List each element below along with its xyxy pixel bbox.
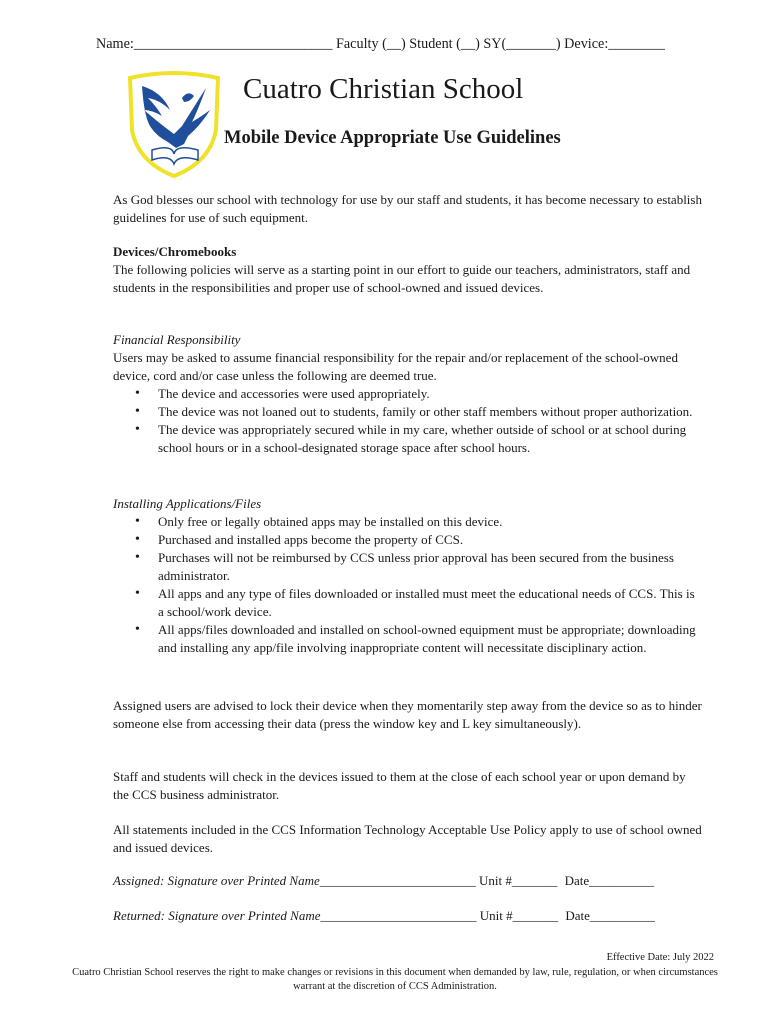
- footer-disclaimer: Cuatro Christian School reserves the right to make changes or revisions in this document when demanded by law, rule, regulation, or when circumstances warrant at the discretion of CCS Administration.: [72, 967, 718, 992]
- assigned-date-field[interactable]: Date__________: [564, 873, 655, 888]
- list-item: • The device was appropriately secured while in my care, whether outside of school or at school during school hours or in a school-designated storage space after school hours.: [158, 421, 703, 457]
- intro-paragraph: As God blesses our school with technology for use by our staff and students, it has become necessary to establish guidelines for use of such equipment.: [113, 192, 702, 225]
- effective-date: Effective Date: July 2022: [606, 952, 714, 963]
- list-item: • The device and accessories were used appropriately.: [158, 385, 703, 403]
- checkin-paragraph: Staff and students will check in the devices issued to them at the close of each school year or upon demand by the CCS business administrator.: [113, 769, 686, 802]
- assigned-signature-line[interactable]: [113, 873, 654, 889]
- returned-signature-label: Returned: Signature over Printed Name________________________: [113, 908, 477, 923]
- financial-heading: Financial Responsibility: [113, 332, 241, 347]
- returned-date-field[interactable]: Date__________: [565, 908, 655, 923]
- assigned-unit-field[interactable]: Unit #_______: [479, 873, 558, 888]
- devices-heading: Devices/Chromebooks: [113, 244, 237, 259]
- list-item: • Only free or legally obtained apps may be installed on this device.: [158, 513, 703, 531]
- form-header-line: Name:____________________________ Faculty (__) Student (__) SY(_______) Device:________: [96, 36, 666, 52]
- returned-signature-line[interactable]: [113, 908, 655, 924]
- assigned-signature-label: Assigned: Signature over Printed Name________________________: [113, 873, 476, 888]
- list-item: • Purchases will not be reimbursed by CCS unless prior approval has been secured from the business administrator.: [158, 549, 703, 585]
- returned-unit-field[interactable]: Unit #_______: [479, 908, 559, 923]
- eagle-crest-logo: [122, 70, 224, 180]
- document-title: Mobile Device Appropriate Use Guidelines: [224, 128, 561, 148]
- financial-text: Users may be asked to assume financial responsibility for the repair and/or replacement of the school-owned device, cord and/or case unless the following are deemed true.: [113, 350, 678, 383]
- financial-list: [113, 385, 703, 457]
- financial-section: [113, 331, 703, 457]
- lock-paragraph: Assigned users are advised to lock their device when they momentarily step away from the device so as to hinder someone else from accessing their data (press the window key and L key simultaneously).: [113, 698, 702, 731]
- devices-text: The following policies will serve as a starting point in our effort to guide our teachers, administrators, staff and students in the responsibilities and proper use of school-owned and issued devices.: [113, 262, 691, 295]
- list-item: • Purchased and installed apps become the property of CCS.: [158, 531, 703, 549]
- policy-paragraph: All statements included in the CCS Information Technology Acceptable Use Policy apply to use of school owned and issued devices.: [113, 822, 702, 855]
- list-item: • All apps and any type of files downloaded or installed must meet the educational needs of CCS. This is a school/work device.: [158, 585, 703, 621]
- installing-list: [113, 513, 703, 657]
- devices-section: [113, 243, 703, 297]
- school-name: Cuatro Christian School: [243, 73, 524, 105]
- eagle-shield-icon: [122, 70, 224, 180]
- list-item: • The device was not loaned out to students, family or other staff members without proper authorization.: [158, 403, 703, 421]
- installing-section: [113, 495, 703, 657]
- list-item: • All apps/files downloaded and installed on school-owned equipment must be appropriate; downloading and installing any app/file involving inappropriate content will necessitate disciplinary action.: [158, 621, 703, 657]
- installing-heading: Installing Applications/Files: [113, 496, 262, 511]
